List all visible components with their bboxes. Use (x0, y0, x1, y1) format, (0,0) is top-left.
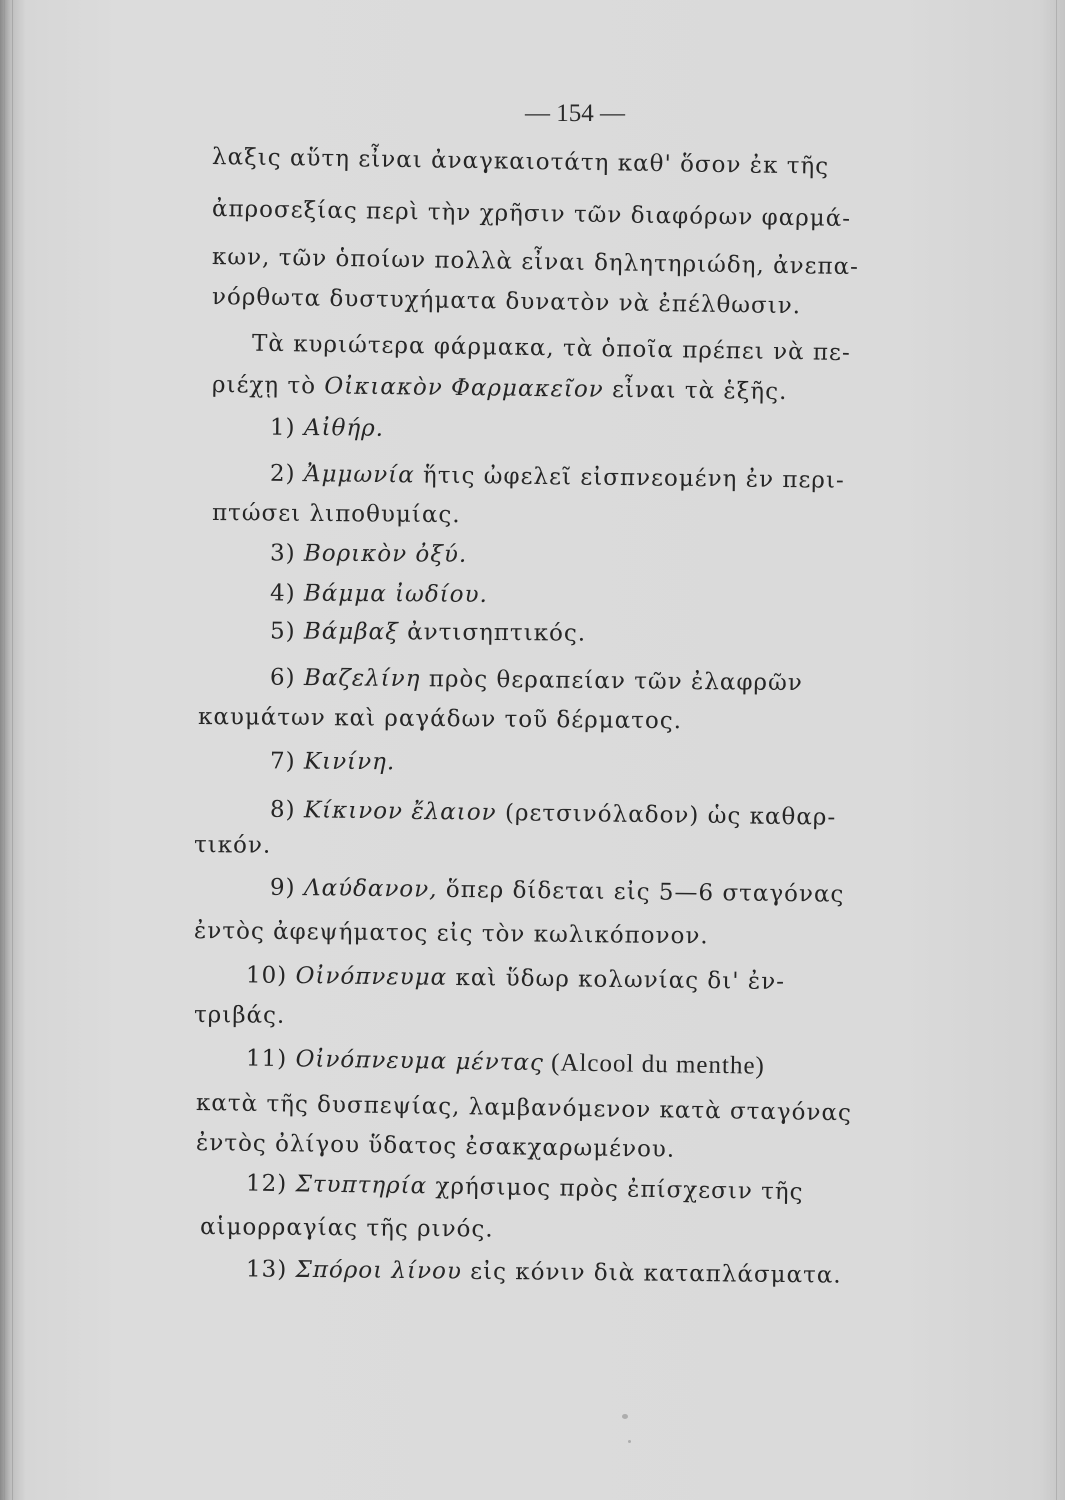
item-term: Βάμμα ἰωδίου. (303, 580, 488, 608)
item-number: 9) (269, 874, 296, 902)
page-edge-line (1056, 0, 1057, 1500)
item-term: Στυπτηρία (295, 1171, 428, 1200)
item-term: Οἰνόπνευμα (295, 963, 448, 991)
text-line: λαξις αὕτη εἶναι ἀναγκαιοτάτη καθ' ὅσον ἐκ τῆς (211, 144, 830, 180)
item-term: Βορικὸν ὀξύ. (303, 540, 468, 568)
text-line: αἱμορραγίας τῆς ρινός. (199, 1214, 494, 1243)
page-number: — 154 — (525, 100, 625, 127)
paper-speck (628, 1440, 631, 1443)
item-number: 6) (269, 664, 296, 691)
text-line: πτώσει λιποθυμίας. (211, 500, 461, 529)
item-number: 5) (269, 618, 296, 645)
item-number: 8) (269, 796, 296, 824)
paper-speck (622, 1414, 628, 1419)
page-edge-line (4, 0, 5, 1500)
list-item: 10) Οἰνόπνευμα καὶ ὕδωρ κολωνίας δι' ἐν- (245, 962, 786, 995)
item-term: Κίκινον ἔλαιον (303, 797, 497, 826)
list-item: 9) Λαύδανον, ὅπερ δίδεται εἰς 5—6 σταγόνας (269, 874, 845, 908)
item-term: Λαύδανον, (303, 875, 438, 903)
item-number: 13) (245, 1256, 288, 1283)
item-term: Βάμβαξ (303, 618, 399, 646)
list-item: 13) Σπόροι λίνου εἰς κόνιν διὰ καταπλάσματα. (245, 1256, 842, 1289)
item-term: Κινίνη. (303, 748, 396, 776)
text-line: Τὰ κυριώτερα φάρμακα, τὰ ὁποῖα πρέπει νὰ πε- (251, 330, 851, 367)
list-item: 2) Ἀμμωνία ἥτις ὠφελεῖ εἰσπνεομένη ἐν περι- (269, 460, 845, 494)
text-line: ἐντὸς ὀλίγου ὕδατος ἐσακχαρωμένου. (195, 1130, 676, 1163)
list-item (212, 580, 488, 608)
item-number: 11) (245, 1045, 288, 1073)
item-term: Αἰθήρ. (303, 414, 385, 442)
item-term: Ἀμμωνία (303, 461, 415, 489)
list-item: 5) Βάμβαξ ἀντισηπτικός. (269, 618, 587, 647)
text-line: κατὰ τῆς δυσπεψίας, λαμβανόμενον κατὰ σταγόνας (195, 1090, 853, 1127)
item-number: 4) (269, 580, 296, 607)
item-number: 7) (269, 748, 296, 775)
list-item (212, 540, 467, 568)
item-term: Οἰνόπνευμα μέντας (295, 1046, 545, 1077)
item-term: Σπόροι λίνου (295, 1256, 463, 1285)
item-number: 1) (269, 414, 296, 441)
text-line: ἀπροσεξίας περὶ τὴν χρῆσιν τῶν διαφόρων φαρμά- (211, 196, 852, 233)
text-line: ριέχῃ τὸ Οἰκιακὸν Φαρμακεῖον εἶναι τὰ ἑξῆς. (211, 372, 788, 406)
page-edge-line (12, 0, 13, 1500)
item-number: 10) (245, 962, 288, 989)
list-item: 6) Βαζελίνη πρὸς θεραπείαν τῶν ἐλαφρῶν (269, 664, 803, 697)
text-line: ἐντὸς ἀφεψήματος εἰς τὸν κωλικόπονον. (193, 918, 709, 950)
item-number: 12) (245, 1170, 288, 1198)
item-number: 2) (269, 460, 296, 488)
list-item: 12) Στυπτηρία χρήσιμος πρὸς ἐπίσχεσιν τῆς (245, 1170, 804, 1206)
italic-term: Οἰκιακὸν Φαρμακεῖον (324, 373, 604, 403)
list-item (212, 414, 384, 442)
text-line: καυμάτων καὶ ραγάδων τοῦ δέρματος. (197, 704, 683, 735)
text-line: νόρθωτα δυστυχήματα δυνατὸν νὰ ἐπέλθωσιν. (211, 284, 802, 320)
text-line: κων, τῶν ὁποίων πολλὰ εἶναι δηλητηριώδη, ἀνεπα- (211, 244, 860, 281)
item-term: Βαζελίνη (303, 664, 421, 693)
list-item: 11) Οἰνόπνευμα μέντας (Alcool du menthe) (245, 1045, 766, 1080)
item-number: 3) (269, 540, 296, 567)
list-item: 8) Κίκινον ἔλαιον (ρετσινόλαδον) ὡς καθαρ- (269, 796, 837, 831)
list-item (212, 748, 395, 775)
text-line: τικόν. (193, 832, 272, 859)
text-line: τριβάς. (193, 1002, 286, 1029)
